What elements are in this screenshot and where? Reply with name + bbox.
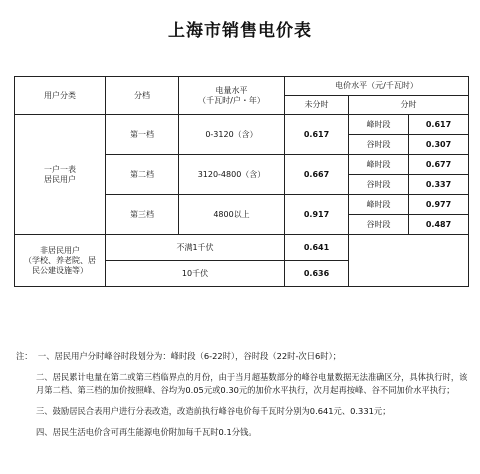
tier-name: 第一档 — [106, 115, 179, 155]
residential-label-line2: 居民用户 — [44, 174, 76, 184]
header-user-type: 用户分类 — [15, 77, 106, 115]
note-4: 四、居民生活电价含可再生能源电价附加每千瓦时0.1分钱。 — [36, 427, 257, 437]
page-title: 上海市销售电价表 — [168, 21, 312, 41]
peak-price: 0.977 — [409, 195, 469, 215]
price-table — [14, 76, 469, 287]
tier-price: 0.617 — [285, 115, 349, 155]
residential-label-line1: 一户一表 — [44, 164, 76, 174]
note-1 — [16, 350, 468, 363]
header-tou: 分时 — [349, 96, 469, 115]
header-usage — [179, 77, 285, 115]
header-price: 电价水平（元/千瓦时） — [285, 77, 469, 96]
non-residential-usage: 不满1千伏 — [106, 235, 285, 261]
tier-usage: 3120-4800（含） — [179, 155, 285, 195]
valley-label: 谷时段 — [349, 175, 409, 195]
note-3: 三、鼓励居民合表用户进行分表改造，改造前执行峰谷电价每千瓦时分别为0.641元、0.331元； — [36, 406, 391, 416]
residential-label — [15, 115, 106, 235]
valley-price: 0.307 — [409, 135, 469, 155]
peak-price: 0.677 — [409, 155, 469, 175]
peak-price: 0.617 — [409, 115, 469, 135]
tier-name: 第三档 — [106, 195, 179, 235]
valley-label: 谷时段 — [349, 215, 409, 235]
non-residential-price: 0.641 — [285, 235, 349, 261]
non-residential-usage: 10千伏 — [106, 261, 285, 287]
tier-price: 0.667 — [285, 155, 349, 195]
non-residential-price: 0.636 — [285, 261, 349, 287]
peak-label: 峰时段 — [349, 115, 409, 135]
header-no-tou: 未分时 — [285, 96, 349, 115]
note-1-text: 一、居民用户分时峰谷时段划分为：峰时段（6-22时），谷时段（22时-次日6时）； — [37, 351, 342, 361]
non-residential-label — [15, 235, 106, 287]
valley-price: 0.487 — [409, 215, 469, 235]
non-residential-line1: 非居民用户 — [40, 245, 80, 255]
valley-price: 0.337 — [409, 175, 469, 195]
non-residential-line3: 民公建设施等） — [32, 265, 88, 275]
tier-price: 0.917 — [285, 195, 349, 235]
non-residential-line2: （学校、养老院、居 — [24, 255, 96, 265]
note-2: 二、居民累计电量在第二或第三档临界点的月份，由于当月超基数部分的峰谷电量数据无法准确区分，具体执行时，该月第二档、第三档的加价按照峰、谷均为0.05元或0.30元的加价水平执行，次月起再按峰、谷不同加价水平执行； — [36, 372, 468, 395]
tier-name: 第二档 — [106, 155, 179, 195]
header-usage-line1: 电量水平 — [215, 85, 248, 95]
tier-usage: 0-3120（含） — [179, 115, 285, 155]
valley-label: 谷时段 — [349, 135, 409, 155]
peak-label: 峰时段 — [349, 195, 409, 215]
header-tier: 分档 — [106, 77, 179, 115]
non-residential-tou-blank — [349, 235, 469, 287]
notes — [16, 350, 468, 447]
tier-usage: 4800以上 — [179, 195, 285, 235]
notes-prefix: 注： — [16, 351, 33, 361]
peak-label: 峰时段 — [349, 155, 409, 175]
header-usage-line2: （千瓦时/户・年） — [198, 95, 265, 105]
